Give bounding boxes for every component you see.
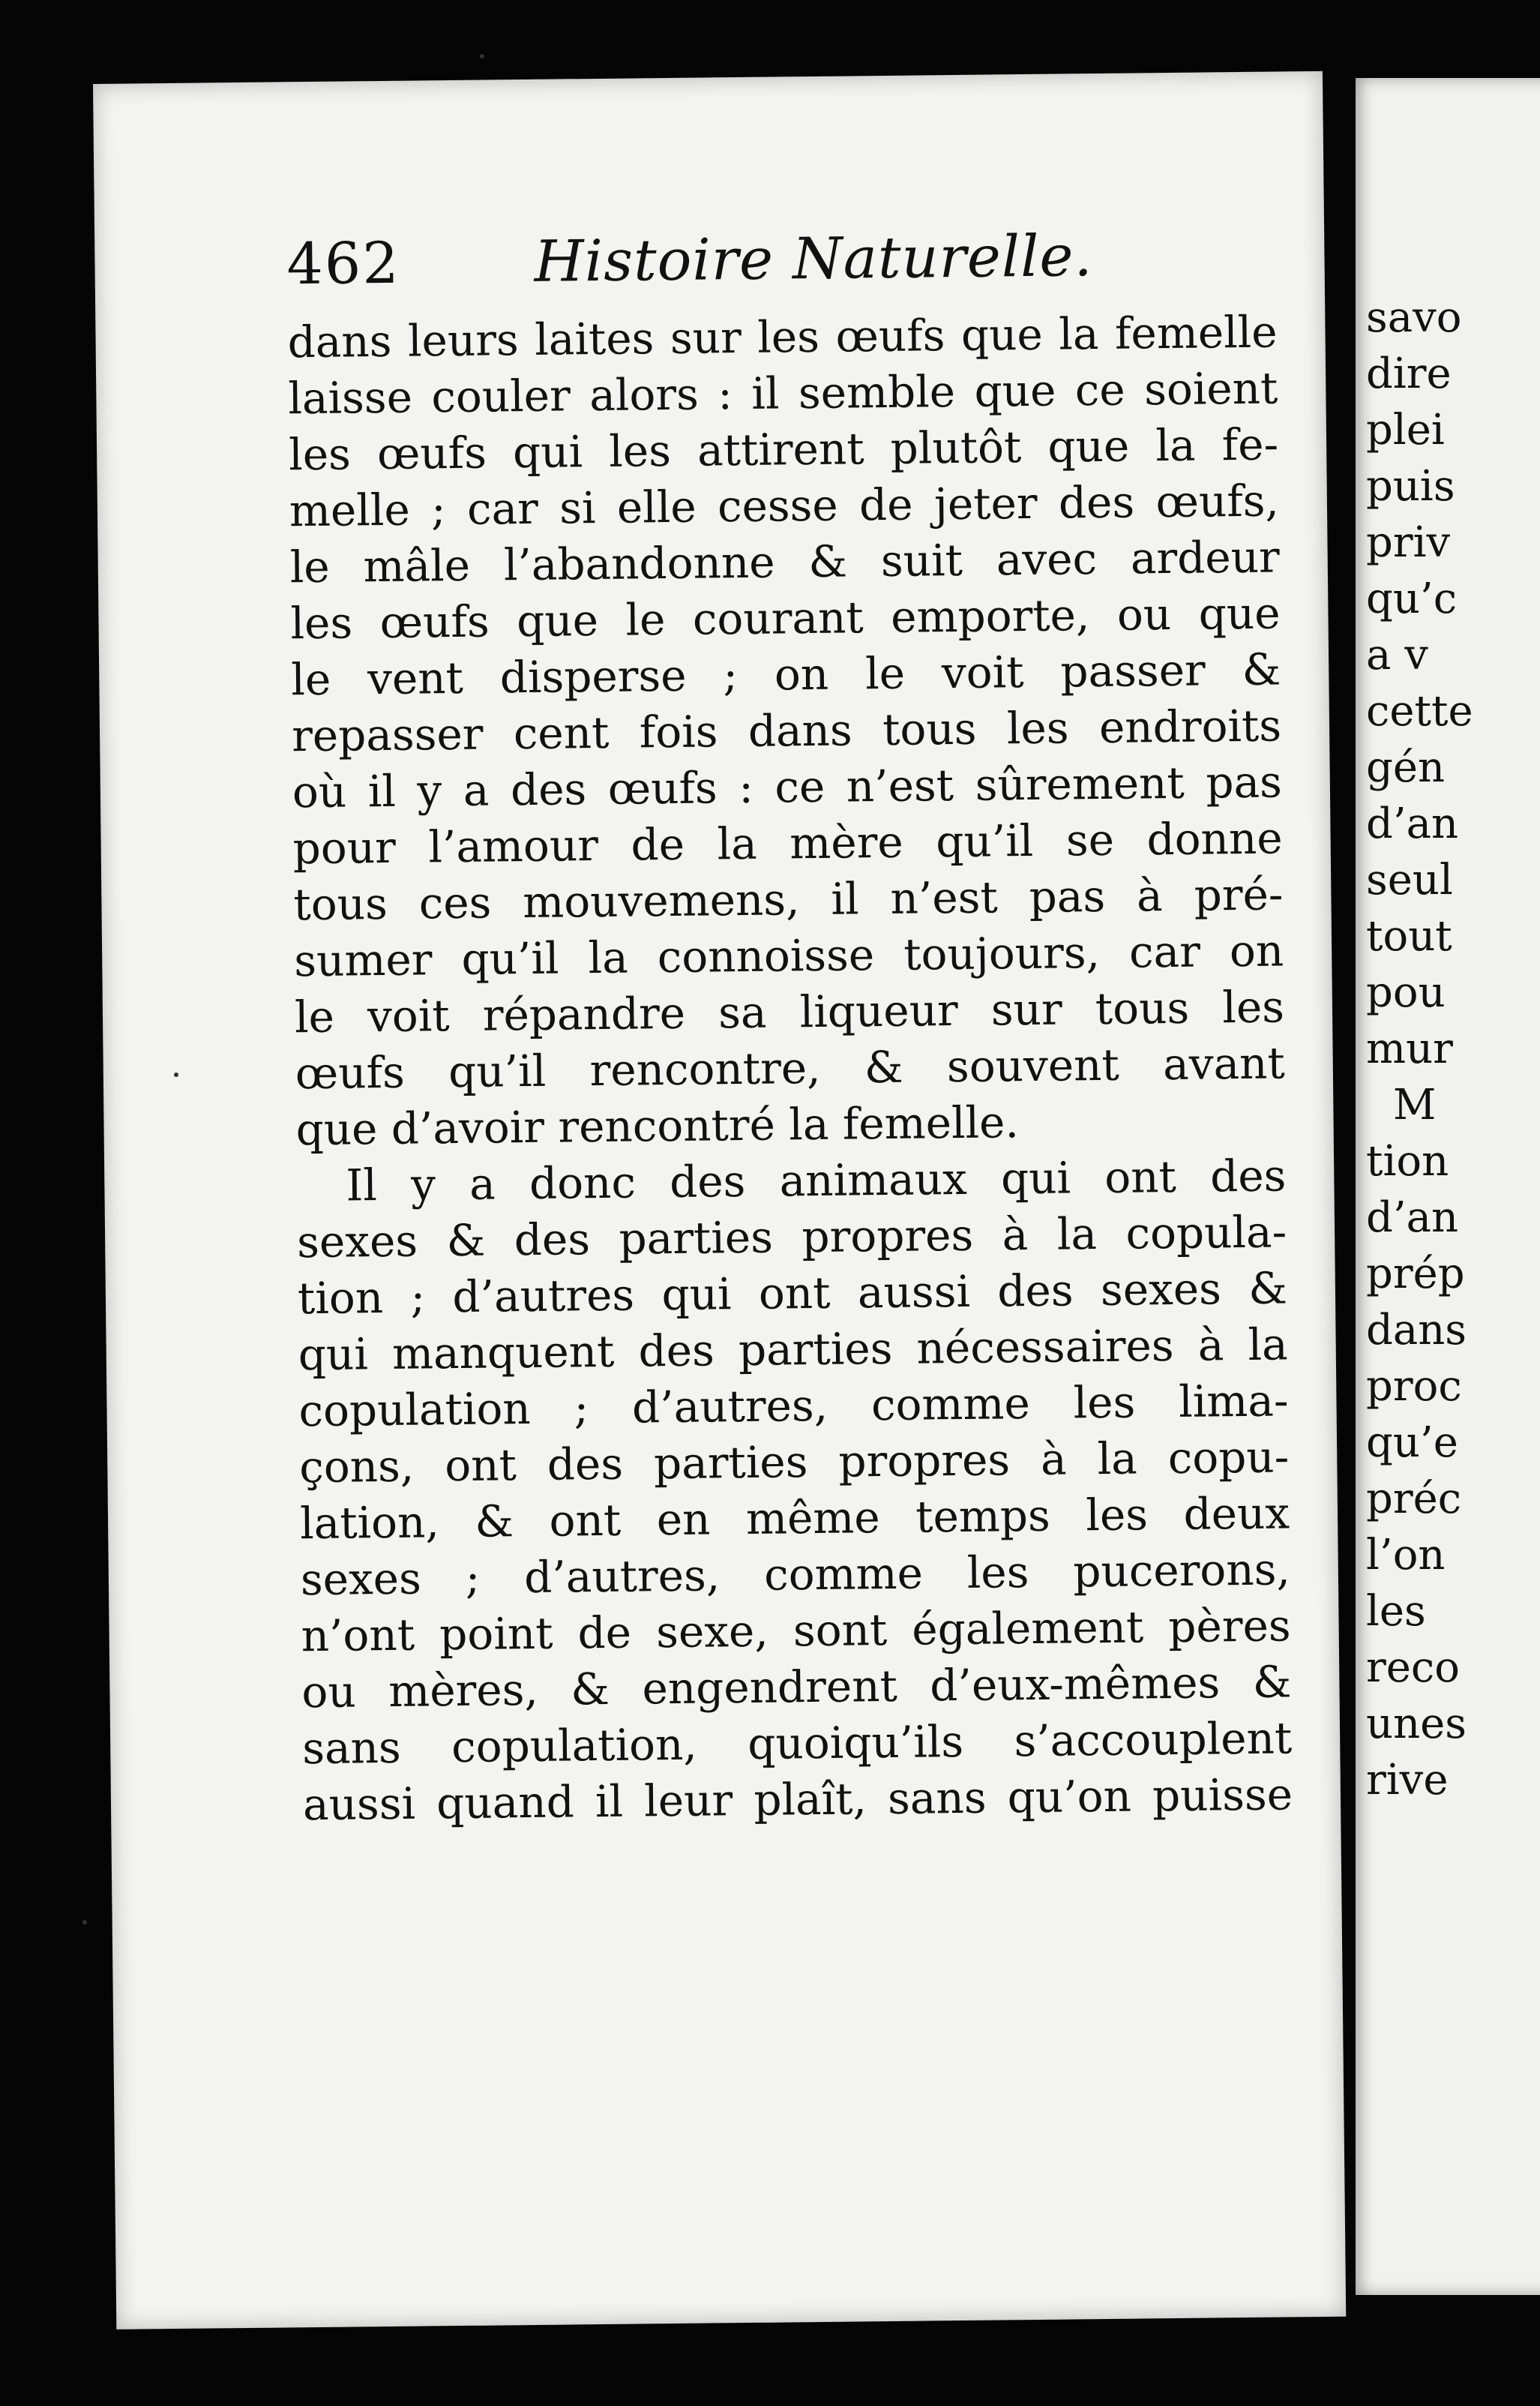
text-line: aussi quand il leur plaît, sans qu’on puisse xyxy=(302,1768,1293,1831)
text-line: copulation ; d’autres, comme les lima- xyxy=(298,1375,1289,1437)
text-line: tout xyxy=(1366,912,1452,961)
page-number: 462 xyxy=(286,229,401,298)
text-line: lation, & ont en même temps les deux xyxy=(299,1487,1290,1550)
text-line: qu’e xyxy=(1366,1418,1458,1467)
text-line: a v xyxy=(1366,631,1428,680)
text-line: dans xyxy=(1366,1306,1467,1354)
text-line: n’ont point de sexe, sont également pères xyxy=(301,1600,1291,1662)
right-page-fragment xyxy=(1356,78,1540,2295)
text-line: où il y a des œufs : ce n’est sûrement pas xyxy=(292,756,1283,818)
running-title: Histoire Naturelle. xyxy=(534,222,1093,295)
text-line: le vent disperse ; on le voit passer & xyxy=(290,644,1281,706)
text-line: priv xyxy=(1366,518,1451,567)
text-line: le mâle l’abandonne & suit avec ardeur xyxy=(289,531,1281,593)
text-line: tion ; d’autres qui ont aussi des sexes & xyxy=(297,1262,1288,1324)
paragraph-start-line: M xyxy=(1393,1081,1437,1130)
paragraph-end-line: que d’avoir rencontré la femelle. xyxy=(295,1096,1020,1156)
text-line: prép xyxy=(1366,1250,1465,1298)
text-line: l’on xyxy=(1366,1531,1446,1580)
text-line: laisse couler alors : il semble que ce soient xyxy=(288,362,1278,424)
scan-speck xyxy=(480,54,484,58)
text-line: proc xyxy=(1366,1362,1462,1411)
text-line: qui manquent des parties nécessaires à la xyxy=(298,1318,1289,1381)
scan-speck xyxy=(82,1920,87,1924)
text-line: les xyxy=(1366,1587,1426,1636)
text-line: sexes ; d’autres, comme les pucerons, xyxy=(300,1544,1291,1606)
text-line: sumer qu’il la connoisse toujours, car on xyxy=(293,925,1284,987)
text-line: savo xyxy=(1366,293,1462,342)
text-line: plei xyxy=(1366,406,1445,454)
text-line: les œufs qui les attirent plutôt que la fe- xyxy=(288,418,1279,481)
text-line: çons, ont des parties propres à la copu- xyxy=(298,1431,1290,1493)
text-line: dire xyxy=(1366,350,1452,398)
text-line: ou mères, & engendrent d’eux-mêmes & xyxy=(301,1656,1292,1718)
text-line: le voit répandre sa liqueur sur tous les xyxy=(294,981,1285,1043)
text-line: gén xyxy=(1366,743,1446,792)
text-line: puis xyxy=(1366,462,1455,511)
text-line: tous ces mouvemens, il n’est pas à pré- xyxy=(293,868,1284,931)
text-line: unes xyxy=(1366,1700,1467,1748)
paragraph-start-line: Il y a donc des animaux qui ont des xyxy=(346,1150,1287,1211)
text-line: les œufs que le courant emporte, ou que xyxy=(290,587,1281,650)
text-line: d’an xyxy=(1366,1193,1459,1242)
text-line: rive xyxy=(1366,1756,1449,1804)
text-line: sexes & des parties propres à la copula- xyxy=(296,1206,1287,1268)
text-line: d’an xyxy=(1366,800,1459,848)
text-line: qu’c xyxy=(1366,574,1458,623)
scan-speck xyxy=(174,1072,178,1077)
text-line: pour l’amour de la mère qu’il se donne xyxy=(292,812,1283,874)
text-line: œufs qu’il rencontre, & souvent avant xyxy=(295,1037,1286,1100)
text-line: mur xyxy=(1366,1024,1453,1073)
text-line: sans copulation, quoiqu’ils s’accouplent xyxy=(301,1712,1293,1774)
text-line: seul xyxy=(1366,856,1453,904)
text-line: cette xyxy=(1366,687,1473,736)
text-line: melle ; car si elle cesse de jeter des œufs, xyxy=(289,475,1280,537)
text-line: repasser cent fois dans tous les endroits xyxy=(291,700,1282,762)
text-line: tion xyxy=(1366,1137,1449,1186)
right-page-body xyxy=(1356,290,1540,1808)
left-page-body xyxy=(287,304,1293,1833)
text-line: pou xyxy=(1366,968,1446,1017)
left-page xyxy=(93,71,1346,2330)
text-line: préc xyxy=(1366,1474,1462,1523)
text-line: reco xyxy=(1366,1643,1460,1692)
text-line: dans leurs laites sur les œufs que la femelle xyxy=(287,306,1278,368)
